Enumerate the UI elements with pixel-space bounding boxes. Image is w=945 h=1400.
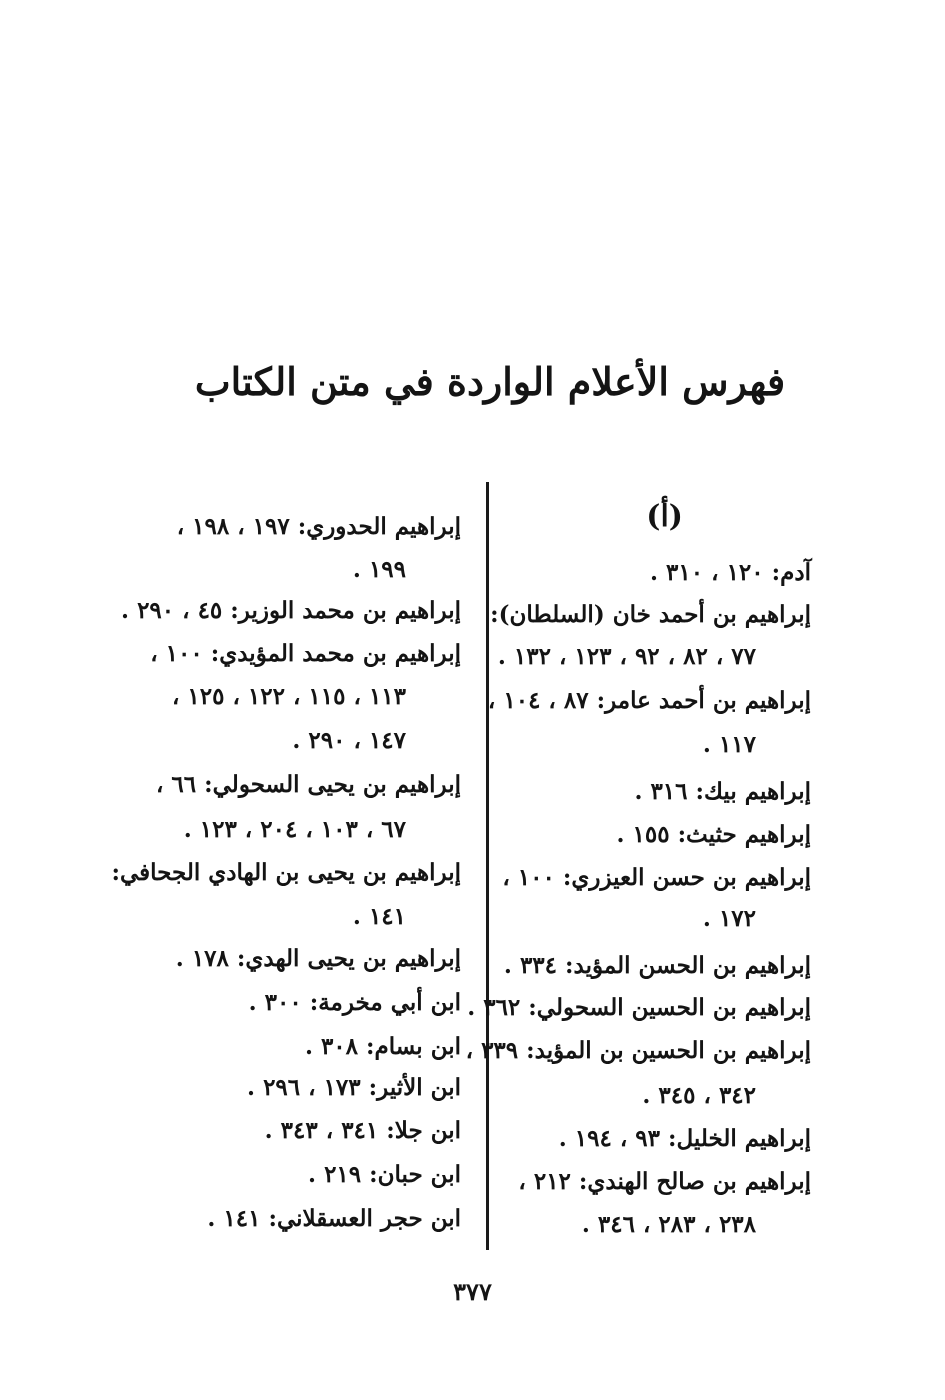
page-title: فهرس الأعلام الواردة في متن الكتاب	[194, 359, 786, 404]
index-entry: إبراهيم بن أحمد خان (السلطان):	[490, 601, 811, 628]
index-entry: ابن حجر العسقلاني: ١٤١ .	[207, 1205, 461, 1232]
index-entry: إبراهيم بن محمد الوزير: ٤٥ ، ٢٩٠ .	[121, 597, 461, 624]
index-entry: إبراهيم بن يحيى الهدي: ١٧٨ .	[175, 945, 461, 972]
index-entry: ابن جلا: ٣٤١ ، ٣٤٣ .	[264, 1117, 461, 1144]
index-entry: إبراهيم حثيث: ١٥٥ .	[616, 821, 811, 848]
index-entry: إبراهيم بن يحيى بن الهادي الجحافي:	[111, 859, 461, 886]
index-entry: إبراهيم بن أحمد عامر: ٨٧ ، ١٠٤ ،	[487, 687, 811, 714]
index-entry: إبراهيم الخليل: ٩٣ ، ١٩٤ .	[558, 1125, 811, 1152]
section-letter-heading: (أ)	[646, 499, 683, 534]
index-entry-continuation: ٧٧ ، ٨٢ ، ٩٢ ، ١٢٣ ، ١٣٢ .	[497, 643, 756, 670]
index-entry: إبراهيم بيك: ٣١٦ .	[634, 778, 811, 805]
index-entry: إبراهيم بن يحيى السحولي: ٦٦ ،	[155, 771, 461, 798]
index-entry-continuation: ٢٣٨ ، ٢٨٣ ، ٣٤٦ .	[581, 1211, 756, 1238]
index-entry: إبراهيم بن صالح الهندي: ٢١٢ ،	[518, 1168, 811, 1195]
index-entry: إبراهيم بن محمد المؤيدي: ١٠٠ ،	[150, 640, 461, 667]
index-entry: إبراهيم بن الحسين السحولي: ٣٦٢ .	[467, 994, 811, 1021]
index-entry: ابن حبان: ٢١٩ .	[308, 1161, 461, 1188]
index-entry-continuation: ١٧٢ .	[702, 905, 756, 932]
index-entry: إبراهيم بن الحسين بن المؤيد: ٣٣٩ ،	[465, 1037, 811, 1064]
index-entry-continuation: ١٤١ .	[352, 903, 406, 930]
page-number: ٣٧٧	[453, 1277, 492, 1306]
index-entry-continuation: ٣٤٢ ، ٣٤٥ .	[642, 1082, 756, 1109]
index-entry-continuation: ١١٣ ، ١١٥ ، ١٢٢ ، ١٢٥ ،	[171, 683, 406, 710]
index-entry-continuation: ٦٧ ، ١٠٣ ، ٢٠٤ ، ١٢٣ .	[183, 816, 406, 843]
index-entry: ابن الأثير: ١٧٣ ، ٢٩٦ .	[247, 1074, 461, 1101]
index-entry: إبراهيم بن حسن العيزري: ١٠٠ ،	[502, 864, 811, 891]
index-entry: إبراهيم بن الحسن المؤيد: ٣٣٤ .	[503, 952, 811, 979]
column-divider	[486, 482, 489, 1250]
index-entry-continuation: ١٤٧ ، ٢٩٠ .	[292, 727, 406, 754]
index-entry-continuation: ١١٧ .	[702, 731, 756, 758]
index-entry: إبراهيم الحدوري: ١٩٧ ، ١٩٨ ،	[176, 513, 461, 540]
index-entry-continuation: ١٩٩ .	[352, 556, 406, 583]
index-entry: ابن بسام: ٣٠٨ .	[304, 1033, 461, 1060]
index-entry: ابن أبي مخرمة: ٣٠٠ .	[248, 989, 461, 1016]
index-entry: آدم: ١٢٠ ، ٣١٠ .	[650, 559, 811, 586]
